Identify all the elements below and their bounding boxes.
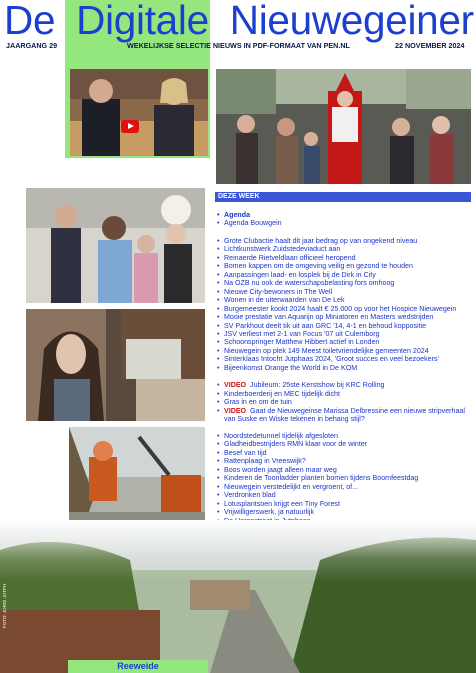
photo-reeweide-path [0,520,476,673]
video-tag: VIDEO [224,406,247,415]
video-link-text: Gaat de Nieuwegeinse Marissa Delbressine een nieuwe stripverhaal van Suske en Wiske tekenen in behang stijl? [224,406,465,423]
jaargang-label: JAARGANG 29 [6,41,58,50]
news-link[interactable]: • SV Parkhout deelt tik uit aan GRC '14, 4-1 en behoud koppositie [217,322,469,330]
video-photo-interview[interactable] [70,69,208,156]
news-link[interactable]: • Boos worden jaagt alleen maar weg [217,466,469,474]
news-link[interactable]: • Gras in en om de tuin [217,398,340,406]
news-link[interactable]: • Reinaerde Rietveldlaan officieel heropend [217,254,469,262]
newspaper-title [0,0,476,43]
video-link[interactable] [217,381,384,389]
news-link[interactable]: • Rattenplaag in Vreeswijk? [217,457,469,465]
video-link[interactable] [217,407,469,424]
video-list-2 [217,407,469,424]
news-link[interactable]: • Burgemeester kookt 2024 haalt € 25.000 op voor het Hospice Nieuwegein [217,305,469,313]
photo-group-celebration [26,188,205,303]
tagline: WEKELIJKSE SELECTIE NIEUWS IN PDF-FORMAAT VAN PEN.NL [127,41,350,50]
video-link-text: Jubileum: 25ste Kerstshow bij KRC Rolling [250,381,385,389]
news-link[interactable]: • Nieuwegein verstedelijkt en vergroent, of... [217,483,469,491]
news-link[interactable]: • Wonen in de uiterwaarden van De Lek [217,296,469,304]
news-link[interactable]: • JSV verliest met 2-1 van Focus '07 uit Culemborg [217,330,469,338]
play-button-icon[interactable] [121,120,139,133]
news-list-2 [217,390,340,407]
news-link[interactable]: • Noordstedetunnel tijdelijk afgesloten [217,432,469,440]
news-link[interactable]: • Kinderboerderij en MEC tijdelijk dicht [217,390,340,398]
news-link[interactable]: • Kinderen de Toonladder planten bomen tijdens Boomfeestdag [217,474,469,482]
agenda-link[interactable]: • Agenda [217,211,282,219]
photo-sinterklaas [216,69,471,184]
news-link[interactable]: • Nieuwe City-bewoners in The Well [217,288,469,296]
news-link[interactable]: • Grote Clubactie haalt dit jaar bedrag op van ongekend niveau [217,237,469,245]
news-link[interactable]: • Schoonspringer Matthew Hibbert actief in Londen [217,338,469,346]
bottom-photo-caption: Reeweide [68,660,208,673]
title-word: Nieuwegeiner [229,0,474,43]
agenda-list [217,211,282,228]
photo-credit: FOTO: JORDI JUTPH. [2,582,7,628]
agenda-link[interactable]: • Agenda Bouwgein [217,219,282,227]
news-list-3 [217,432,469,533]
video-list [217,381,384,389]
news-link[interactable]: • Vrijwilligerswerk, ja natuurlijk [217,508,469,516]
news-link[interactable]: • Lotusplantsoen krijgt een Tiny Forest [217,500,469,508]
section-title-deze-week: DEZE WEEK [215,192,471,202]
issue-date: 22 NOVEMBER 2024 [395,41,465,50]
photo-illustrator [26,309,205,421]
news-link[interactable]: • Mooie prestatie van Aquarijn op Miniatoren en Masters wedstrijden [217,313,469,321]
news-link[interactable]: • Gladheidbestrijders RMN klaar voor de winter [217,440,469,448]
news-link[interactable]: • Verdronken blad [217,491,469,499]
news-link[interactable]: • Sinterklaas Intocht Jutphaas 2024, 'Groot succes en veel bezoekers' [217,355,469,363]
news-link[interactable]: • Nieuwegein op plek 149 Meest toiletvriendelijke gemeenten 2024 [217,347,469,355]
news-list [217,237,469,372]
news-link[interactable]: • Bomen kappen om de omgeving veilig en gezond te houden [217,262,469,270]
video-tag: VIDEO [224,381,247,389]
title-word: Digitale [76,0,209,43]
news-link[interactable]: • Lichtkunstwerk Zuidstedeviaduct aan [217,245,469,253]
news-link[interactable]: • Bijeenkomst Orange the World in De KOM [217,364,469,372]
news-link[interactable]: • Besef van tijd [217,449,469,457]
news-link[interactable]: • Na OZB nu ook de waterschapsbelasting fors omhoog [217,279,469,287]
title-word: De [4,0,56,43]
news-link[interactable]: • Aanpassingen laad- en losplek bij de Dirk in City [217,271,469,279]
